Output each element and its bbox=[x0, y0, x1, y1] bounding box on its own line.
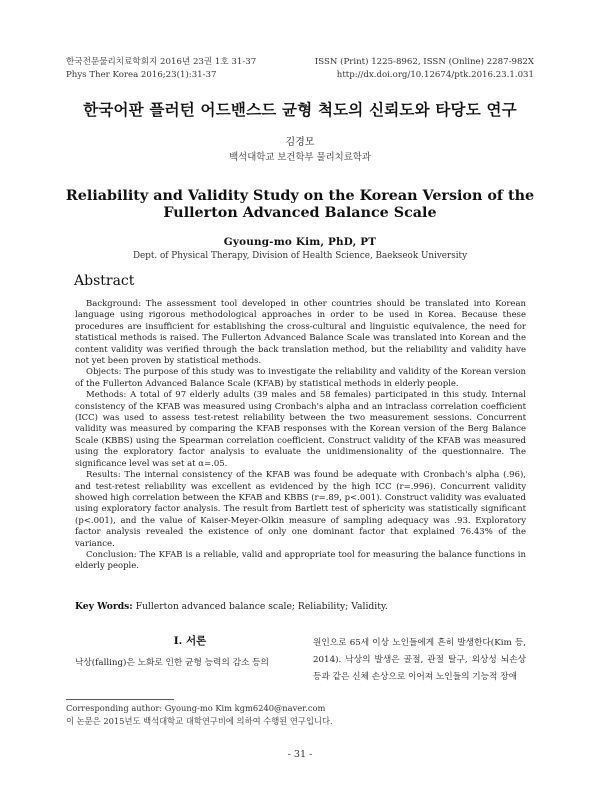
footnote-funding: 이 논문은 2015년도 백석대학교 대학연구비에 의하여 수행된 연구입니다. bbox=[66, 716, 333, 726]
journal-header-right bbox=[315, 56, 534, 82]
abstract-conclusion: Conclusion: The KFAB is a reliable, valid and appropriate tool for measuring the balance functions in elderly people. bbox=[75, 549, 526, 572]
abstract-objects: Objects: The purpose of this study was to investigate the reliability and validity of the Korean version of the Fullerton Advanced Balance Scale (KFAB) by statistical methods in elderly people. bbox=[75, 367, 526, 389]
keywords-label: Key Words: bbox=[75, 601, 133, 612]
title-en-line-2: Fullerton Advanced Balance Scale bbox=[163, 205, 437, 221]
body-text-right-column: 원인으로 65세 이상 노인들에게 흔히 발생한다(Kim 등, 2014). 낙상의 발생은 골절, 관절 탈구, 외상성 뇌손상 등과 같은 신체 손상으로 이어져 노인들의 기능적 장애 bbox=[313, 638, 526, 682]
journal-header-left bbox=[66, 56, 256, 82]
abstract-heading: Abstract bbox=[74, 273, 135, 289]
abstract-results: Results: The internal consistency of the KFAB was found be adequate with Cronbach's alpha (.96), and test-retest reliability was excellent as evidenced by the high ICC (r=.996). Concurrent validity showed high correlation between the KFAB and KBBS (r=.89, p<.001). Construct validity was evaluated using exploratory factor analysis. The result from Bartlett test of sphericity was statistically significant (p<.001), and the value of Kaiser-Meyer-Olkin measure of sampling adequacy was .93. Exploratory factor analysis revealed the existence of only one dominant factor that explained 76.43% of the variance. bbox=[75, 470, 526, 549]
affiliation-korean: 백석대학교 보건학부 물리치료학과 bbox=[229, 152, 371, 163]
abstract-methods: Methods: A total of 97 elderly adults (39 males and 58 females) participated in this study. Internal consistency of the KFAB was measured using Cronbach's alpha and an intraclass correlation coefficient (ICC) was used to assess test-retest reliability between the two measurement sessions. Concurrent validity was measured by comparing the KFAB responses with the Korean version of the Berg Balance Scale (KBBS) using the Spearman correlation coefficient. Construct validity of the KFAB was measured using the exploratory factor analysis to evaluate the unidimensionality of the questionnaire. The significance level was set at α=.05. bbox=[75, 390, 526, 469]
issn-info: ISSN (Print) 1225-8962, ISSN (Online) 2287-982X bbox=[314, 57, 534, 67]
abstract-body bbox=[75, 299, 526, 573]
doi-link[interactable]: http://dx.doi.org/10.12674/ptk.2016.23.1.031 bbox=[336, 70, 534, 80]
journal-citation-en: Phys Ther Korea 2016;23(1):31-37 bbox=[66, 70, 217, 80]
footnote-corresponding-author: Corresponding author: Gyoung-mo Kim kgm6240@naver.com bbox=[66, 703, 326, 713]
section-heading-introduction: Ⅰ. 서론 bbox=[173, 635, 207, 647]
footnote-divider bbox=[66, 699, 174, 700]
author-korean: 김경모 bbox=[285, 137, 315, 148]
author-english: Gyoung-mo Kim, PhD, PT bbox=[223, 236, 377, 248]
keywords-text: Fullerton advanced balance scale; Reliability; Validity. bbox=[135, 601, 388, 612]
body-text-left-column: 낙상(falling)은 노화로 인한 균형 능력의 감소 등의 bbox=[75, 658, 269, 668]
keywords-line bbox=[75, 601, 535, 612]
title-en-line-1: Reliability and Validity Study on the Korean Version of the bbox=[65, 188, 535, 204]
page-number: - 31 - bbox=[287, 749, 313, 760]
paper-title-korean: 한국어판 플러턴 어드밴스드 균형 척도의 신뢰도와 타당도 연구 bbox=[83, 100, 517, 119]
abstract-background: Background: The assessment tool developed in other countries should be translated into Korean language using rigorous methodological approaches in order to be used in Korea. Because these procedures are insufficient for establishing the cross-cultural and linguistic equivalence, the need for statistical methods is raised. The Fullerton Advanced Balance Scale was translated into Korean and the content validity was verified through the back translation method, but the reliability and validity have not yet been proven by statistical methods. bbox=[75, 299, 526, 367]
affiliation-english: Dept. of Physical Therapy, Division of Health Science, Baekseok University bbox=[132, 251, 468, 261]
paper-title-english bbox=[60, 188, 540, 222]
journal-citation-ko: 한국전문물리치료학회지 2016년 23권 1호 31-37 bbox=[66, 57, 257, 67]
